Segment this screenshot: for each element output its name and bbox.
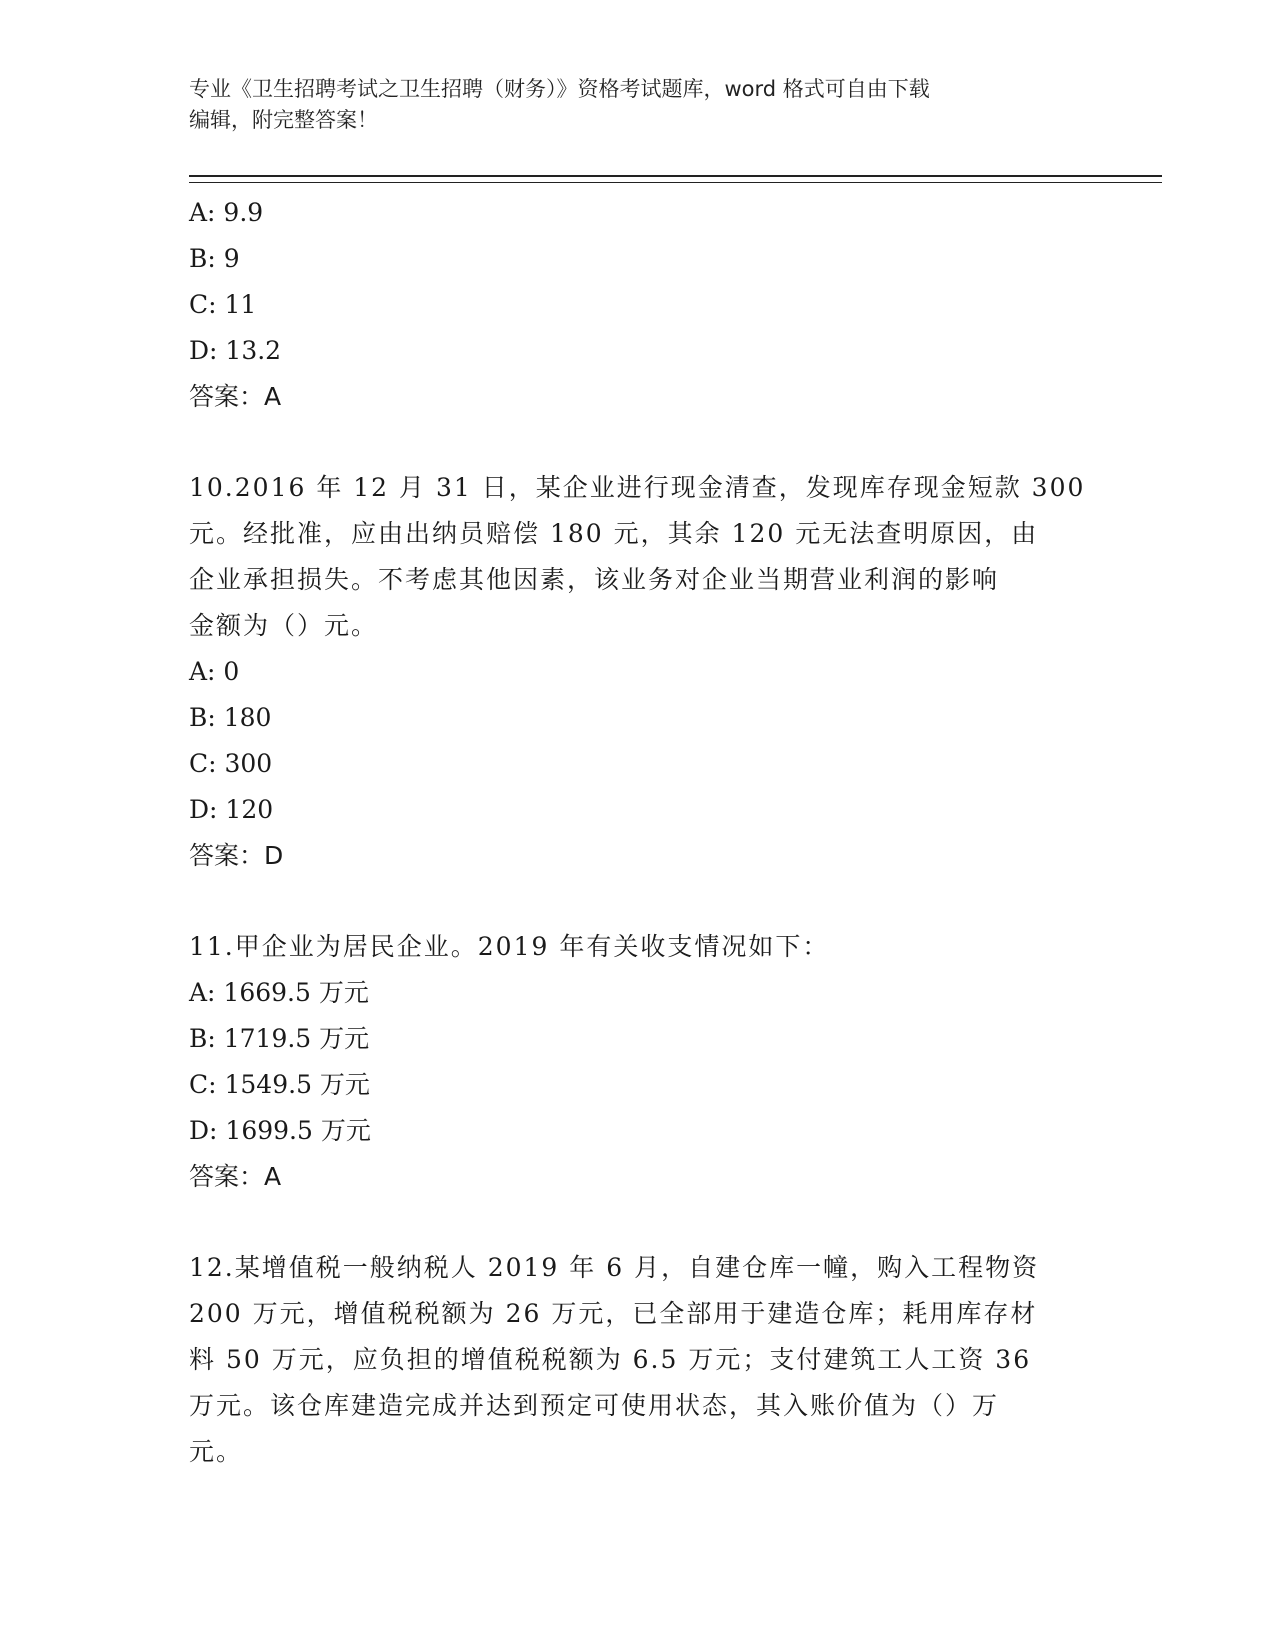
question-stem-line: 料 50 万元，应负担的增值税税额为 6.5 万元；支付建筑工人工资 36 [189,1345,1032,1374]
header-rule-thin [189,182,1162,183]
header-line-1: 专业《卫生招聘考试之卫生招聘（财务）》资格考试题库，word 格式可自由下载 [189,77,930,101]
question-stem-line: 企业承担损失。不考虑其他因素，该业务对企业当期营业利润的影响 [189,565,1000,594]
header-rule-thick [189,175,1162,177]
question-stem-line: 200 万元，增值税税额为 26 万元，已全部用于建造仓库；耗用库存材 [189,1299,1038,1328]
question-spacer [189,1200,1089,1245]
question-11 [189,924,1089,1200]
option-d: D: 1699.5 万元 [189,1116,371,1145]
answer: 答案：D [189,841,284,870]
option-d: D: 120 [189,795,274,824]
option-b: B: 9 [189,244,240,273]
question-spacer [189,420,1089,465]
question-stem-line: 万元。该仓库建造完成并达到预定可使用状态，其入账价值为（）万 [189,1391,1000,1420]
document-header [189,74,1089,136]
option-c: C: 1549.5 万元 [189,1070,370,1099]
question-12 [189,1245,1089,1475]
question-stem-line: 12.某增值税一般纳税人 2019 年 6 月，自建仓库一幢，购入工程物资 [189,1253,1040,1282]
option-b: B: 180 [189,703,272,732]
question-10 [189,465,1089,879]
question-stem-line: 10.2016 年 12 月 31 日，某企业进行现金清查，发现库存现金短款 300 [189,473,1086,502]
option-d: D: 13.2 [189,336,282,365]
answer: 答案：A [189,382,282,411]
question-9 [189,190,1089,420]
question-stem-line: 元。 [189,1437,244,1466]
answer: 答案：A [189,1162,282,1191]
option-c: C: 300 [189,749,273,778]
question-stem-line: 元。经批准，应由出纳员赔偿 180 元，其余 120 元无法查明原因，由 [189,519,1039,548]
option-c: C: 11 [189,290,257,319]
question-list [189,190,1089,1475]
header-line-2: 编辑，附完整答案！ [189,108,378,132]
option-a: A: 9.9 [189,198,264,227]
option-a: A: 1669.5 万元 [189,978,369,1007]
option-a: A: 0 [189,657,240,686]
question-spacer [189,879,1089,924]
question-stem-line: 金额为（）元。 [189,611,379,640]
option-b: B: 1719.5 万元 [189,1024,370,1053]
question-stem-line: 11.甲企业为居民企业。2019 年有关收支情况如下： [189,932,830,961]
